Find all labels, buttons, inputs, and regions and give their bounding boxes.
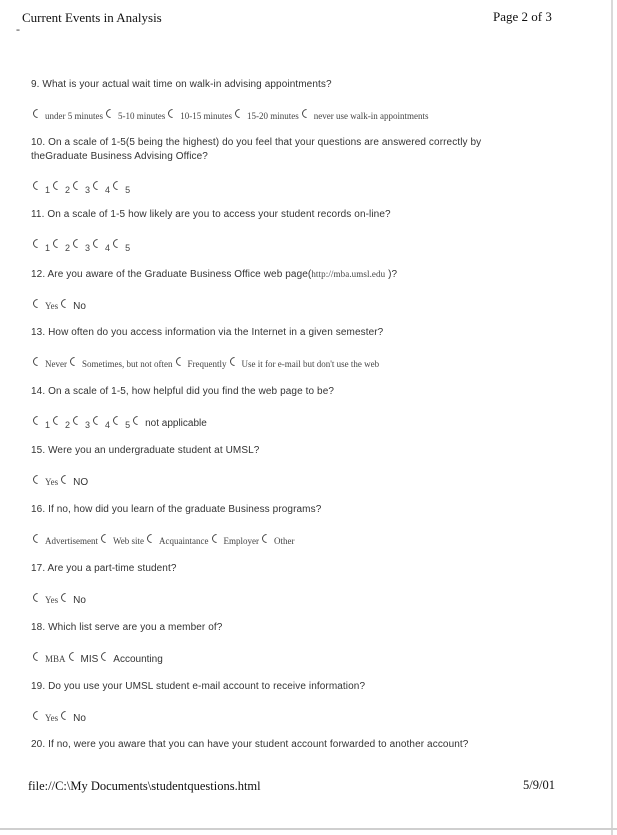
- radio-icon[interactable]: [51, 414, 64, 427]
- radio-icon[interactable]: [111, 179, 124, 192]
- answer-group-18: [33, 651, 166, 667]
- radio-icon[interactable]: [145, 532, 158, 545]
- question-16: 16. If no, how did you learn of the graduate Business programs?: [31, 504, 322, 515]
- option-9-3[interactable]: 10-15 minutes: [168, 111, 232, 121]
- question-13: 13. How often do you access information via the Internet in a given semester?: [31, 327, 384, 338]
- question-11: 11. On a scale of 1-5 how likely are you to access your student records on-line?: [31, 209, 391, 220]
- page-edge-bottom: [0, 828, 617, 830]
- answer-group-17: [33, 592, 89, 608]
- radio-icon[interactable]: [31, 237, 44, 250]
- option-12-yes[interactable]: Yes: [33, 301, 58, 311]
- radio-icon[interactable]: [99, 650, 112, 663]
- radio-icon[interactable]: [71, 179, 84, 192]
- radio-icon[interactable]: [99, 532, 112, 545]
- radio-icon[interactable]: [71, 237, 84, 250]
- radio-icon[interactable]: [104, 107, 117, 120]
- option-18-accounting[interactable]: Accounting: [101, 654, 162, 665]
- option-17-yes[interactable]: Yes: [33, 595, 58, 605]
- radio-icon[interactable]: [68, 355, 81, 368]
- answer-group-16: [33, 533, 298, 549]
- radio-icon[interactable]: [131, 414, 144, 427]
- answer-group-15: [33, 474, 91, 490]
- question-14: 14. On a scale of 1-5, how helpful did you find the web page to be?: [31, 386, 335, 397]
- radio-icon[interactable]: [300, 107, 313, 120]
- option-9-5[interactable]: never use walk-in appointments: [302, 111, 429, 121]
- radio-icon[interactable]: [31, 532, 44, 545]
- option-14-na[interactable]: not applicable: [133, 418, 207, 429]
- radio-icon[interactable]: [111, 237, 124, 250]
- radio-icon[interactable]: [31, 473, 44, 486]
- option-17-no[interactable]: No: [61, 595, 86, 606]
- option-11-3[interactable]: 3: [73, 241, 90, 251]
- question-17: 17. Are you a part-time student?: [31, 563, 177, 574]
- question-9: 9. What is your actual wait time on walk-in advising appointments?: [31, 79, 332, 90]
- radio-icon[interactable]: [260, 532, 273, 545]
- option-16-3[interactable]: Acquaintance: [147, 536, 208, 546]
- header-title: Current Events in Analysis: [22, 10, 162, 25]
- option-13-3[interactable]: Frequently: [176, 359, 227, 369]
- answer-group-10: [33, 180, 133, 196]
- option-16-4[interactable]: Employer: [212, 536, 260, 546]
- option-9-4[interactable]: 15-20 minutes: [235, 111, 299, 121]
- option-14-4[interactable]: 4: [93, 418, 110, 428]
- answer-group-13: [33, 356, 382, 372]
- answer-group-11: [33, 238, 133, 254]
- option-10-4[interactable]: 4: [93, 183, 110, 193]
- radio-icon[interactable]: [51, 179, 64, 192]
- radio-icon[interactable]: [91, 414, 104, 427]
- footer-date: 5/9/01: [523, 778, 555, 792]
- answer-group-9: [33, 108, 431, 124]
- question-18: 18. Which list serve are you a member of?: [31, 622, 223, 633]
- option-10-5[interactable]: 5: [113, 183, 130, 193]
- option-12-no[interactable]: No: [61, 301, 86, 312]
- radio-icon[interactable]: [174, 355, 187, 368]
- radio-icon[interactable]: [31, 107, 44, 120]
- option-13-4[interactable]: Use it for e-mail but don't use the web: [230, 359, 380, 369]
- radio-icon[interactable]: [210, 532, 223, 545]
- margin-mark: -: [16, 22, 20, 36]
- radio-icon[interactable]: [59, 473, 72, 486]
- radio-icon[interactable]: [31, 591, 44, 604]
- radio-icon[interactable]: [51, 237, 64, 250]
- option-10-1[interactable]: 1: [33, 183, 50, 193]
- option-11-2[interactable]: 2: [53, 241, 70, 251]
- radio-icon[interactable]: [111, 414, 124, 427]
- question-10: 10. On a scale of 1-5(5 being the highest) do you feel that your questions are answered correctly by theGraduate Business Advising Office?: [31, 137, 482, 162]
- option-13-2[interactable]: Sometimes, but not often: [70, 359, 173, 369]
- question-20: 20. If no, were you aware that you can have your student account forwarded to another account?: [31, 739, 469, 750]
- option-19-yes[interactable]: Yes: [33, 713, 58, 723]
- radio-icon[interactable]: [91, 237, 104, 250]
- radio-icon[interactable]: [59, 709, 72, 722]
- radio-icon[interactable]: [31, 709, 44, 722]
- answer-group-19: [33, 710, 89, 726]
- radio-icon[interactable]: [31, 297, 44, 310]
- option-19-no[interactable]: No: [61, 713, 86, 724]
- radio-icon[interactable]: [59, 297, 72, 310]
- page-edge-right: [611, 0, 613, 835]
- answer-group-14: [33, 415, 210, 431]
- question-12-text: 12. Are you aware of the Graduate Business Office web page(: [31, 269, 312, 280]
- option-15-no[interactable]: NO: [61, 477, 88, 488]
- radio-icon[interactable]: [233, 107, 246, 120]
- radio-icon[interactable]: [59, 591, 72, 604]
- radio-icon[interactable]: [228, 355, 241, 368]
- option-10-2[interactable]: 2: [53, 183, 70, 193]
- radio-icon[interactable]: [31, 650, 44, 663]
- option-14-1[interactable]: 1: [33, 418, 50, 428]
- option-13-1[interactable]: Never: [33, 359, 67, 369]
- radio-icon[interactable]: [166, 107, 179, 120]
- option-16-5[interactable]: Other: [262, 536, 295, 546]
- option-11-1[interactable]: 1: [33, 241, 50, 251]
- question-12-url: http://mba.umsl.edu: [311, 269, 386, 279]
- radio-icon[interactable]: [71, 414, 84, 427]
- radio-icon[interactable]: [67, 650, 80, 663]
- radio-icon[interactable]: [91, 179, 104, 192]
- option-11-5[interactable]: 5: [113, 241, 130, 251]
- option-9-1[interactable]: under 5 minutes: [33, 111, 103, 121]
- option-14-5[interactable]: 5: [113, 418, 130, 428]
- option-14-3[interactable]: 3: [73, 418, 90, 428]
- header-page-indicator: Page 2 of 3: [493, 9, 552, 24]
- option-9-2[interactable]: 5-10 minutes: [106, 111, 165, 121]
- option-11-4[interactable]: 4: [93, 241, 110, 251]
- option-16-1[interactable]: Advertisement: [33, 536, 98, 546]
- option-18-mba[interactable]: MBA: [33, 654, 66, 664]
- question-15: 15. Were you an undergraduate student at UMSL?: [31, 445, 260, 456]
- option-15-yes[interactable]: Yes: [33, 477, 58, 487]
- question-12-text-end: )?: [385, 269, 398, 280]
- option-14-2[interactable]: 2: [53, 418, 70, 428]
- radio-icon[interactable]: [31, 179, 44, 192]
- footer-file-path: file://C:\My Documents\studentquestions.html: [28, 779, 261, 793]
- radio-icon[interactable]: [31, 414, 44, 427]
- option-16-2[interactable]: Web site: [101, 536, 144, 546]
- answer-group-12: [33, 298, 89, 314]
- radio-icon[interactable]: [31, 355, 44, 368]
- question-12: [31, 267, 551, 282]
- option-18-mis[interactable]: MIS: [69, 654, 99, 665]
- option-10-3[interactable]: 3: [73, 183, 90, 193]
- question-19: 19. Do you use your UMSL student e-mail account to receive information?: [31, 681, 366, 692]
